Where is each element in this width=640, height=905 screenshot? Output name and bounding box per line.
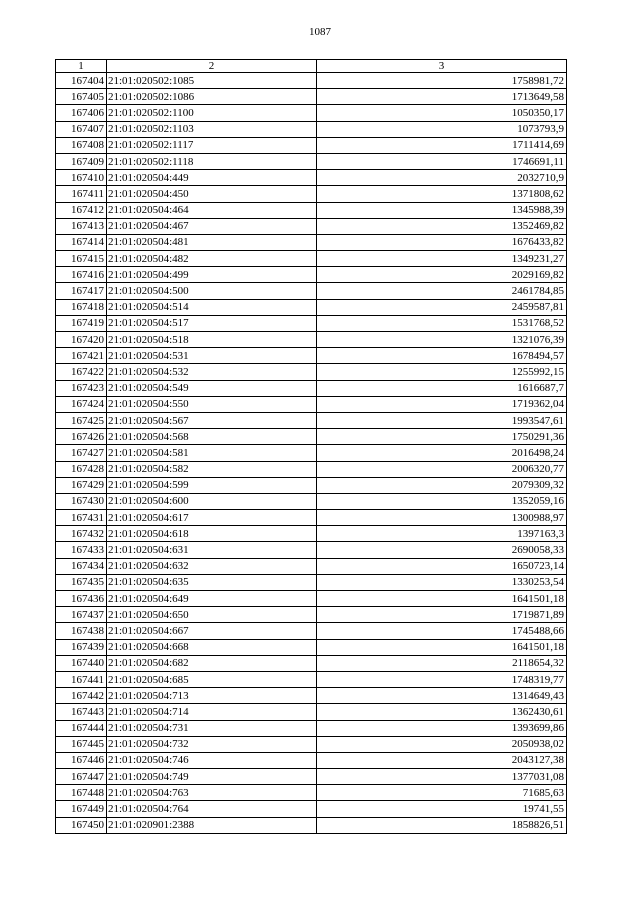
value-cell: 2006320,77 bbox=[317, 461, 567, 477]
row-number-cell: 167424 bbox=[56, 396, 107, 412]
cadastral-number-cell: 21:01:020504:731 bbox=[107, 720, 317, 736]
table-row bbox=[56, 477, 567, 493]
cadastral-number-cell: 21:01:020504:635 bbox=[107, 574, 317, 590]
table-row bbox=[56, 574, 567, 590]
cadastral-number-cell: 21:01:020504:450 bbox=[107, 186, 317, 202]
table-row bbox=[56, 639, 567, 655]
table-body bbox=[56, 73, 567, 834]
value-cell: 1711414,69 bbox=[317, 137, 567, 153]
value-cell: 1349231,27 bbox=[317, 251, 567, 267]
value-cell: 1314649,43 bbox=[317, 688, 567, 704]
value-cell: 2032710,9 bbox=[317, 170, 567, 186]
row-number-cell: 167432 bbox=[56, 526, 107, 542]
value-cell: 1371808,62 bbox=[317, 186, 567, 202]
row-number-cell: 167412 bbox=[56, 202, 107, 218]
value-cell: 1746691,11 bbox=[317, 153, 567, 169]
row-number-cell: 167430 bbox=[56, 493, 107, 509]
cadastral-number-cell: 21:01:020502:1118 bbox=[107, 153, 317, 169]
value-cell: 2118654,32 bbox=[317, 655, 567, 671]
value-cell: 1641501,18 bbox=[317, 591, 567, 607]
cadastral-number-cell: 21:01:020502:1086 bbox=[107, 89, 317, 105]
value-cell: 1678494,57 bbox=[317, 348, 567, 364]
table-row bbox=[56, 283, 567, 299]
cadastral-number-cell: 21:01:020504:649 bbox=[107, 591, 317, 607]
cadastral-number-cell: 21:01:020504:667 bbox=[107, 623, 317, 639]
row-number-cell: 167408 bbox=[56, 137, 107, 153]
value-cell: 1745488,66 bbox=[317, 623, 567, 639]
table-row bbox=[56, 202, 567, 218]
value-cell: 1352059,16 bbox=[317, 493, 567, 509]
cadastral-number-cell: 21:01:020504:764 bbox=[107, 801, 317, 817]
table-row bbox=[56, 121, 567, 137]
value-cell: 2050938,02 bbox=[317, 736, 567, 752]
value-cell: 1300988,97 bbox=[317, 510, 567, 526]
cadastral-number-cell: 21:01:020504:481 bbox=[107, 234, 317, 250]
cadastral-number-cell: 21:01:020504:499 bbox=[107, 267, 317, 283]
table-row bbox=[56, 186, 567, 202]
cadastral-number-cell: 21:01:020504:531 bbox=[107, 348, 317, 364]
cadastral-number-cell: 21:01:020504:532 bbox=[107, 364, 317, 380]
value-cell: 2016498,24 bbox=[317, 445, 567, 461]
table-row bbox=[56, 315, 567, 331]
value-cell: 1393699,86 bbox=[317, 720, 567, 736]
value-cell: 1050350,17 bbox=[317, 105, 567, 121]
column-header-1: 1 bbox=[56, 60, 107, 73]
value-cell: 1858826,51 bbox=[317, 817, 567, 833]
value-cell: 1641501,18 bbox=[317, 639, 567, 655]
row-number-cell: 167418 bbox=[56, 299, 107, 315]
value-cell: 1531768,52 bbox=[317, 315, 567, 331]
value-cell: 2079309,32 bbox=[317, 477, 567, 493]
value-cell: 2459587,81 bbox=[317, 299, 567, 315]
header-row bbox=[56, 60, 567, 73]
row-number-cell: 167405 bbox=[56, 89, 107, 105]
cadastral-number-cell: 21:01:020504:763 bbox=[107, 785, 317, 801]
cadastral-number-cell: 21:01:020504:581 bbox=[107, 445, 317, 461]
row-number-cell: 167416 bbox=[56, 267, 107, 283]
value-cell: 1748319,77 bbox=[317, 671, 567, 687]
cadastral-number-cell: 21:01:020504:549 bbox=[107, 380, 317, 396]
table-row bbox=[56, 591, 567, 607]
table-row bbox=[56, 785, 567, 801]
row-number-cell: 167441 bbox=[56, 671, 107, 687]
cadastral-number-cell: 21:01:020504:599 bbox=[107, 477, 317, 493]
cadastral-number-cell: 21:01:020504:464 bbox=[107, 202, 317, 218]
cadastral-number-cell: 21:01:020502:1103 bbox=[107, 121, 317, 137]
cadastral-number-cell: 21:01:020504:668 bbox=[107, 639, 317, 655]
value-cell: 1750291,36 bbox=[317, 429, 567, 445]
value-cell: 1377031,08 bbox=[317, 769, 567, 785]
row-number-cell: 167420 bbox=[56, 332, 107, 348]
cadastral-number-cell: 21:01:020504:749 bbox=[107, 769, 317, 785]
table-row bbox=[56, 510, 567, 526]
row-number-cell: 167404 bbox=[56, 73, 107, 89]
row-number-cell: 167425 bbox=[56, 412, 107, 428]
data-table bbox=[55, 59, 567, 834]
column-header-3: 3 bbox=[317, 60, 567, 73]
value-cell: 2043127,38 bbox=[317, 752, 567, 768]
row-number-cell: 167419 bbox=[56, 315, 107, 331]
table-row bbox=[56, 445, 567, 461]
table-row bbox=[56, 332, 567, 348]
table-row bbox=[56, 412, 567, 428]
table-row bbox=[56, 105, 567, 121]
cadastral-number-cell: 21:01:020504:518 bbox=[107, 332, 317, 348]
value-cell: 1255992,15 bbox=[317, 364, 567, 380]
table-row bbox=[56, 218, 567, 234]
table-row bbox=[56, 526, 567, 542]
cadastral-number-cell: 21:01:020504:713 bbox=[107, 688, 317, 704]
row-number-cell: 167417 bbox=[56, 283, 107, 299]
table-row bbox=[56, 752, 567, 768]
value-cell: 1352469,82 bbox=[317, 218, 567, 234]
row-number-cell: 167406 bbox=[56, 105, 107, 121]
value-cell: 1758981,72 bbox=[317, 73, 567, 89]
row-number-cell: 167415 bbox=[56, 251, 107, 267]
row-number-cell: 167410 bbox=[56, 170, 107, 186]
cadastral-number-cell: 21:01:020504:482 bbox=[107, 251, 317, 267]
table-row bbox=[56, 348, 567, 364]
table-row bbox=[56, 704, 567, 720]
row-number-cell: 167439 bbox=[56, 639, 107, 655]
cadastral-number-cell: 21:01:020504:449 bbox=[107, 170, 317, 186]
table-row bbox=[56, 251, 567, 267]
row-number-cell: 167421 bbox=[56, 348, 107, 364]
cadastral-number-cell: 21:01:020504:514 bbox=[107, 299, 317, 315]
row-number-cell: 167446 bbox=[56, 752, 107, 768]
table-row bbox=[56, 736, 567, 752]
cadastral-number-cell: 21:01:020504:617 bbox=[107, 510, 317, 526]
value-cell: 71685,63 bbox=[317, 785, 567, 801]
table-row bbox=[56, 461, 567, 477]
table-row bbox=[56, 769, 567, 785]
row-number-cell: 167438 bbox=[56, 623, 107, 639]
row-number-cell: 167443 bbox=[56, 704, 107, 720]
table-row bbox=[56, 558, 567, 574]
cadastral-number-cell: 21:01:020504:567 bbox=[107, 412, 317, 428]
value-cell: 1713649,58 bbox=[317, 89, 567, 105]
cadastral-number-cell: 21:01:020504:568 bbox=[107, 429, 317, 445]
table-row bbox=[56, 607, 567, 623]
cadastral-number-cell: 21:01:020504:467 bbox=[107, 218, 317, 234]
cadastral-number-cell: 21:01:020504:685 bbox=[107, 671, 317, 687]
table-row bbox=[56, 299, 567, 315]
cadastral-number-cell: 21:01:020504:714 bbox=[107, 704, 317, 720]
value-cell: 1650723,14 bbox=[317, 558, 567, 574]
cadastral-number-cell: 21:01:020504:650 bbox=[107, 607, 317, 623]
row-number-cell: 167433 bbox=[56, 542, 107, 558]
row-number-cell: 167429 bbox=[56, 477, 107, 493]
row-number-cell: 167450 bbox=[56, 817, 107, 833]
table-row bbox=[56, 655, 567, 671]
table-row bbox=[56, 137, 567, 153]
cadastral-number-cell: 21:01:020504:500 bbox=[107, 283, 317, 299]
value-cell: 1616687,7 bbox=[317, 380, 567, 396]
row-number-cell: 167411 bbox=[56, 186, 107, 202]
table-row bbox=[56, 671, 567, 687]
value-cell: 1345988,39 bbox=[317, 202, 567, 218]
row-number-cell: 167448 bbox=[56, 785, 107, 801]
row-number-cell: 167444 bbox=[56, 720, 107, 736]
cadastral-number-cell: 21:01:020502:1100 bbox=[107, 105, 317, 121]
row-number-cell: 167414 bbox=[56, 234, 107, 250]
value-cell: 1719871,89 bbox=[317, 607, 567, 623]
table-row bbox=[56, 73, 567, 89]
value-cell: 1397163,3 bbox=[317, 526, 567, 542]
value-cell: 1676433,82 bbox=[317, 234, 567, 250]
value-cell: 2029169,82 bbox=[317, 267, 567, 283]
row-number-cell: 167436 bbox=[56, 591, 107, 607]
table-row bbox=[56, 170, 567, 186]
row-number-cell: 167434 bbox=[56, 558, 107, 574]
row-number-cell: 167423 bbox=[56, 380, 107, 396]
row-number-cell: 167445 bbox=[56, 736, 107, 752]
cadastral-number-cell: 21:01:020504:631 bbox=[107, 542, 317, 558]
table-row bbox=[56, 153, 567, 169]
cadastral-number-cell: 21:01:020502:1085 bbox=[107, 73, 317, 89]
table-row bbox=[56, 817, 567, 833]
row-number-cell: 167422 bbox=[56, 364, 107, 380]
cadastral-number-cell: 21:01:020504:682 bbox=[107, 655, 317, 671]
value-cell: 2690058,33 bbox=[317, 542, 567, 558]
cadastral-number-cell: 21:01:020504:732 bbox=[107, 736, 317, 752]
row-number-cell: 167413 bbox=[56, 218, 107, 234]
table-row bbox=[56, 688, 567, 704]
value-cell: 1330253,54 bbox=[317, 574, 567, 590]
table-row bbox=[56, 429, 567, 445]
cadastral-number-cell: 21:01:020504:746 bbox=[107, 752, 317, 768]
row-number-cell: 167409 bbox=[56, 153, 107, 169]
row-number-cell: 167442 bbox=[56, 688, 107, 704]
value-cell: 1993547,61 bbox=[317, 412, 567, 428]
table-row bbox=[56, 720, 567, 736]
table-row bbox=[56, 396, 567, 412]
cadastral-number-cell: 21:01:020504:582 bbox=[107, 461, 317, 477]
cadastral-number-cell: 21:01:020504:632 bbox=[107, 558, 317, 574]
table-row bbox=[56, 267, 567, 283]
value-cell: 1362430,61 bbox=[317, 704, 567, 720]
table-row bbox=[56, 623, 567, 639]
value-cell: 1073793,9 bbox=[317, 121, 567, 137]
page-number: 1087 bbox=[309, 26, 331, 38]
column-header-2: 2 bbox=[107, 60, 317, 73]
row-number-cell: 167440 bbox=[56, 655, 107, 671]
value-cell: 1321076,39 bbox=[317, 332, 567, 348]
table-row bbox=[56, 364, 567, 380]
row-number-cell: 167426 bbox=[56, 429, 107, 445]
cadastral-number-cell: 21:01:020504:600 bbox=[107, 493, 317, 509]
row-number-cell: 167427 bbox=[56, 445, 107, 461]
cadastral-number-cell: 21:01:020504:618 bbox=[107, 526, 317, 542]
value-cell: 1719362,04 bbox=[317, 396, 567, 412]
row-number-cell: 167447 bbox=[56, 769, 107, 785]
table-row bbox=[56, 493, 567, 509]
cadastral-number-cell: 21:01:020901:2388 bbox=[107, 817, 317, 833]
cadastral-number-cell: 21:01:020504:550 bbox=[107, 396, 317, 412]
table-row bbox=[56, 801, 567, 817]
row-number-cell: 167435 bbox=[56, 574, 107, 590]
table-header bbox=[56, 60, 567, 73]
table-row bbox=[56, 380, 567, 396]
value-cell: 2461784,85 bbox=[317, 283, 567, 299]
row-number-cell: 167437 bbox=[56, 607, 107, 623]
cadastral-number-cell: 21:01:020502:1117 bbox=[107, 137, 317, 153]
row-number-cell: 167428 bbox=[56, 461, 107, 477]
value-cell: 19741,55 bbox=[317, 801, 567, 817]
table-row bbox=[56, 542, 567, 558]
row-number-cell: 167407 bbox=[56, 121, 107, 137]
row-number-cell: 167449 bbox=[56, 801, 107, 817]
table-row bbox=[56, 234, 567, 250]
cadastral-number-cell: 21:01:020504:517 bbox=[107, 315, 317, 331]
table-row bbox=[56, 89, 567, 105]
row-number-cell: 167431 bbox=[56, 510, 107, 526]
